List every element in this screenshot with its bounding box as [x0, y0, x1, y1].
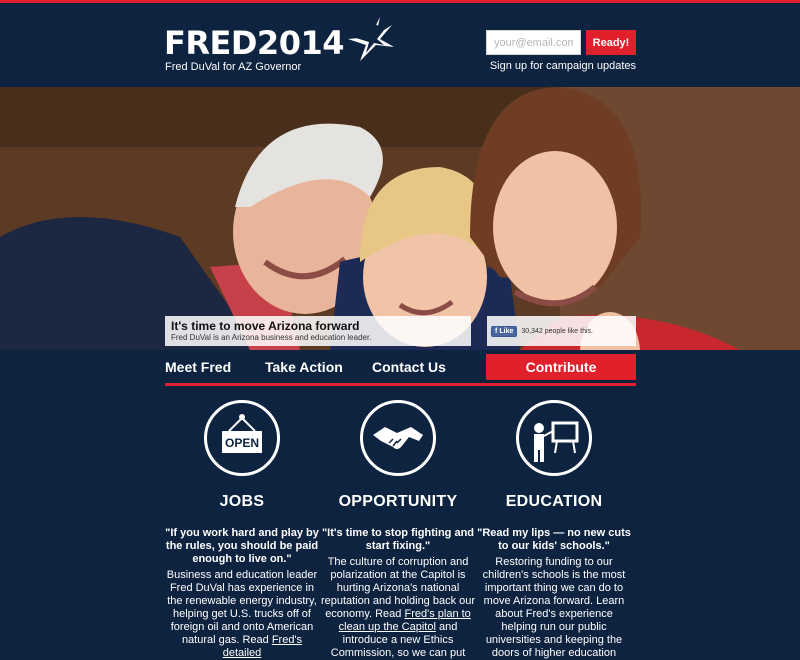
signup-submit-button[interactable]: Ready! [586, 30, 636, 55]
handshake-icon [360, 400, 436, 476]
nav-contact-us[interactable]: Contact Us [372, 359, 446, 375]
jobs-link[interactable]: Fred's detailed [222, 634, 303, 659]
jobs-title: JOBS [219, 493, 265, 510]
education-column [476, 400, 632, 660]
jobs-column [164, 400, 320, 660]
hero-caption [165, 316, 471, 346]
open-sign-icon [204, 400, 280, 476]
opportunity-column [320, 400, 476, 660]
facebook-like-box [487, 316, 636, 346]
facebook-like-button[interactable] [491, 326, 517, 337]
facebook-like-count: 30,342 people like this. [521, 327, 593, 335]
contribute-button[interactable]: Contribute [486, 354, 636, 380]
email-field[interactable] [486, 30, 581, 55]
open-sign-text: OPEN [224, 436, 260, 450]
nav-take-action[interactable]: Take Action [265, 359, 343, 375]
education-body: Restoring funding to our children's schools is the most important thing we can do to move Arizona forward. Learn about Fred's experience helping run our public universities and keeping the doors of higher education [482, 556, 626, 659]
nav-divider [165, 383, 636, 386]
hero-caption-title: It's time to move Arizona forward [171, 319, 360, 333]
education-quote: "Read my lips — no new cuts to our kids' schools." [477, 527, 631, 552]
teacher-board-icon [516, 400, 592, 476]
logo-text: FRED2014 [164, 24, 344, 62]
tagline: Fred DuVal for AZ Governor [165, 61, 302, 73]
education-title: EDUCATION [505, 493, 603, 510]
jobs-body: Business and education leader Fred DuVal has experience in the renewable energy industry, helping get U.S. trucks off of foreign oil and onto American natural gas. Read Fred's detailed [166, 569, 318, 659]
facebook-thumb-icon: f [495, 327, 498, 335]
star-icon [340, 15, 396, 63]
opportunity-title: OPPORTUNITY [338, 493, 458, 510]
hero-photo [0, 87, 800, 350]
jobs-quote: "If you work hard and play by the rules, you should be paid enough to live on." [165, 527, 319, 565]
hero-caption-subtitle: Fred DuVal is an Arizona business and education leader. [171, 333, 372, 342]
signup-note: Sign up for campaign updates [489, 60, 636, 72]
main-nav [165, 354, 636, 382]
opportunity-body: The culture of corruption and polarization at the Capitol is hurting Arizona's national reputation and holding back our economy. Read Fred's plan to clean up the Capitol and introduce a new Ethics Commission, so we can put [320, 556, 476, 659]
facebook-like-label: Like [499, 327, 514, 335]
opportunity-quote: "It's time to stop fighting and start fixing." [321, 527, 475, 552]
nav-meet-fred[interactable]: Meet Fred [165, 359, 232, 375]
logo[interactable] [164, 23, 344, 63]
family-photo-illustration [0, 87, 800, 350]
opportunity-link[interactable]: Fred's plan to clean up the Capitol [338, 608, 471, 633]
site-header [0, 3, 800, 87]
